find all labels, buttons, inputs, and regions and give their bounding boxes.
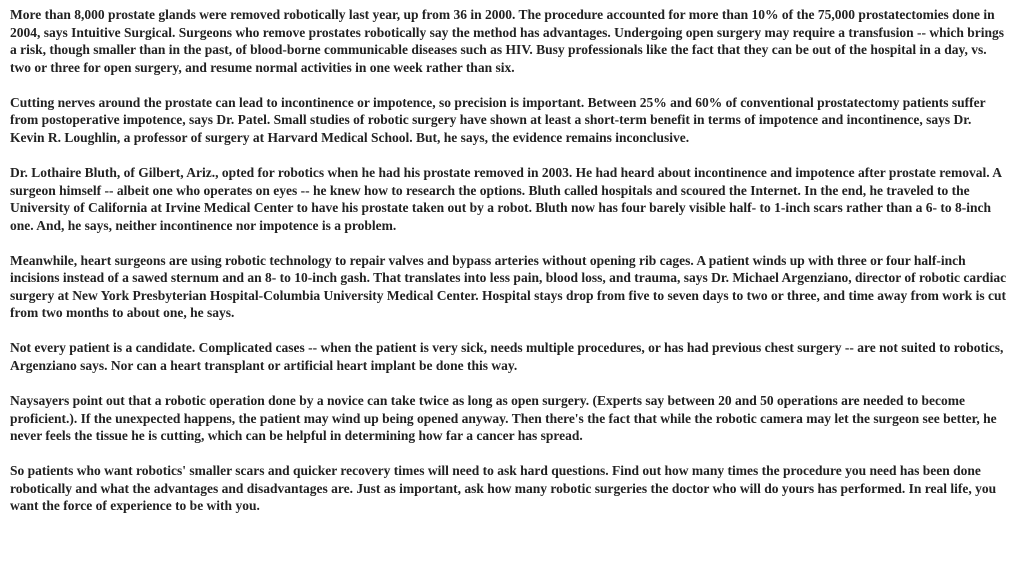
- paragraph-bluth-case: Dr. Lothaire Bluth, of Gilbert, Ariz., opted for robotics when he had his prostate removed in 2003. He had heard about incontinence and impotence after prostate removal. A surgeon himself -- albeit one who operates on eyes -- he knew how to research the options. Bluth called hospitals and scoured the Internet. In the end, he traveled to the University of California at Irvine Medical Center to have his prostate taken out by a robot. Bluth now has four barely visible half- to 1-inch scars rather than a 6- to 8-inch one. And, he says, neither incontinence nor impotence is a problem.: [10, 164, 1002, 233]
- paragraph-prostate-robotics-stats: More than 8,000 prostate glands were removed robotically last year, up from 36 in 2000. The procedure accounted for more than 10% of the 75,000 prostatectomies done in 2004, says Intuitive Surgical. Surgeons who remove prostates robotically say the method has advantages. Undergoing open surgery may require a transfusion -- which brings a risk, though smaller than in the past, of blood-borne communicable diseases such as HIV. Busy professionals like the fact that they can be out of the hospital in a day, vs. two or three for open surgery, and resume normal activities in one week rather than six.: [10, 7, 1005, 75]
- article-body: [10, 6, 1008, 532]
- paragraph-conclusion: So patients who want robotics' smaller scars and quicker recovery times will need to ask hard questions. Find out how many times the procedure you need has been done robotically and what the advantages and disadvantages are. Just as important, ask how many robotic surgeries the doctor who will do yours has performed. In real life, you want the force of experience to be with you.: [10, 463, 997, 514]
- paragraph-candidates: Not every patient is a candidate. Complicated cases -- when the patient is very sick, needs multiple procedures, or has had previous chest surgery -- are not suited to robotics, Argenziano says. Nor can a heart transplant or artificial heart implant be done this way.: [10, 340, 1004, 374]
- paragraph-naysayers: Naysayers point out that a robotic operation done by a novice can take twice as long as open surgery. (Experts say between 20 and 50 operations are needed to become proficient.). If the unexpected happens, the patient may wind up being opened anyway. Then there's the fact that while the robotic camera may let the surgeon see better, he never feels the tissue he is cutting, which can be helpful in determining how far a cancer has spread.: [10, 393, 997, 444]
- paragraph-nerve-precision: Cutting nerves around the prostate can lead to incontinence or impotence, so precision is important. Between 25% and 60% of conventional prostatectomy patients suffer from postoperative impotence, says Dr. Patel. Small studies of robotic surgery have shown at least a short-term benefit in terms of impotence and incontinence, says Dr. Kevin R. Loughlin, a professor of surgery at Harvard Medical School. But, he says, the evidence remains inconclusive.: [10, 94, 986, 145]
- paragraph-heart-surgery: Meanwhile, heart surgeons are using robotic technology to repair valves and bypass arteries without opening rib cages. A patient winds up with three or four half-inch incisions instead of a sawed sternum and an 8- to 10-inch gash. That translates into less pain, blood loss, and trauma, says Dr. Michael Argenziano, director of robotic cardiac surgery at New York Presbyterian Hospital-Columbia University Medical Center. Hospital stays drop from five to seven days to two or three, and time away from work is cut from two months to about one, he says.: [10, 252, 1007, 321]
